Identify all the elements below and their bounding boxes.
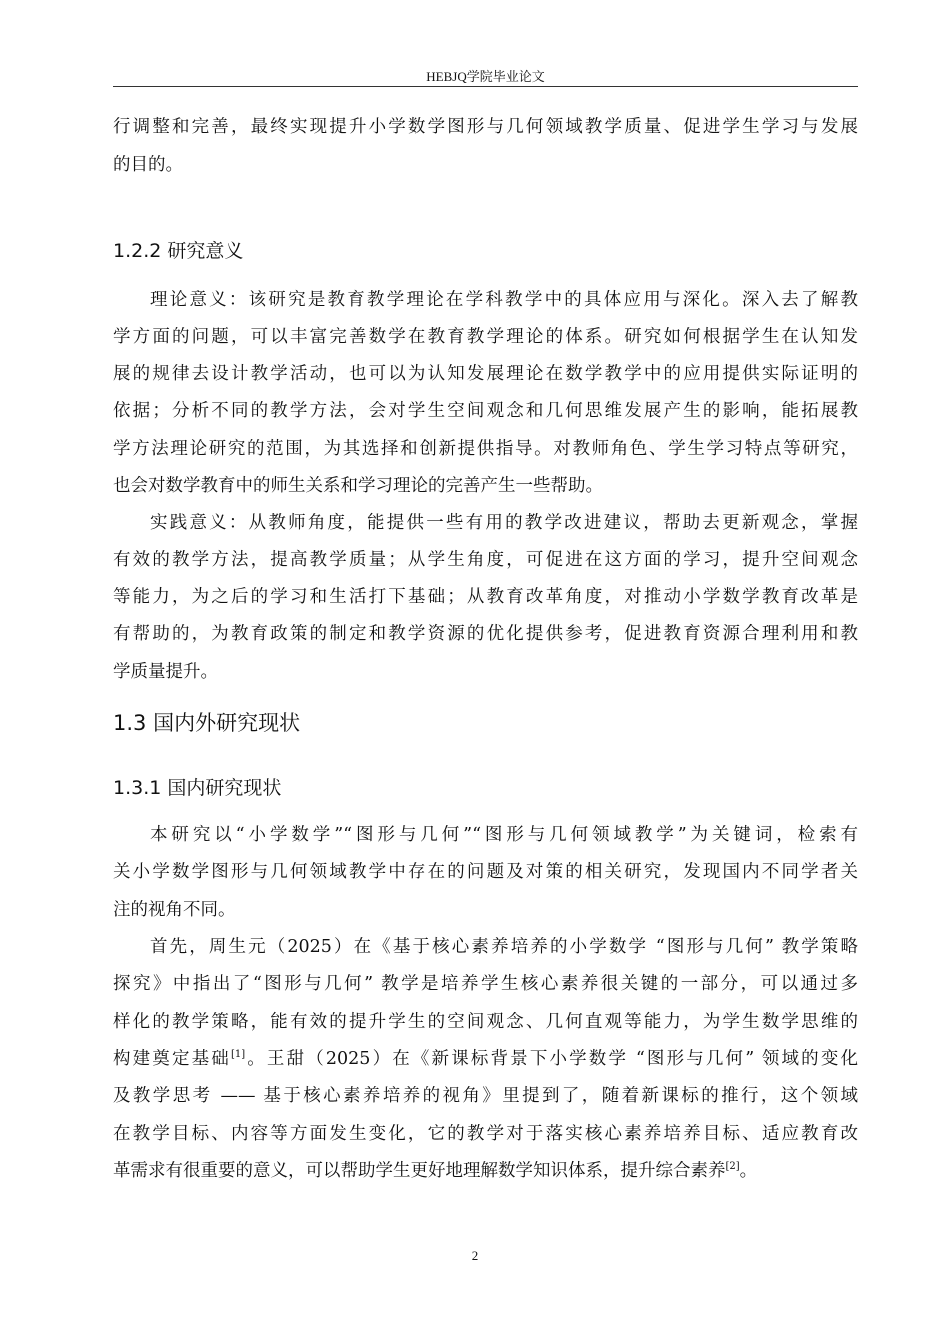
text-line: 实践意义：从教师角度，能提供一些有用的教学改进建议，帮助去更新观念，掌握: [150, 513, 858, 533]
text-run: 革需求有很重要的意义，可以帮助学生更好地理解数学知识体系，提升综合素养: [113, 1161, 726, 1181]
text-line: 也会对数学教育中的师生关系和学习理论的完善产生一些帮助。: [113, 476, 603, 496]
text-line: 学质量提升。: [113, 662, 218, 682]
text-line: 理论意义：该研究是教育教学理论在学科教学中的具体应用与深化。深入去了解教: [150, 290, 858, 310]
text-line: 等能力，为之后的学习和生活打下基础；从教育改革角度，对推动小学数学教育改革是: [113, 587, 858, 607]
text-line: 学方面的问题，可以丰富完善数学在教育教学理论的体系。研究如何根据学生在认知发: [113, 327, 858, 347]
text-run: 构建奠定基础: [113, 1049, 231, 1069]
text-line: 有帮助的，为教育政策的制定和教学资源的优化提供参考，促进教育资源合理利用和教: [113, 624, 858, 644]
header-rule: [113, 86, 858, 87]
text-line: 的目的。: [113, 155, 183, 175]
page-number: 2: [471, 1248, 479, 1263]
section-heading-1-3: 1.3 国内外研究现状: [113, 711, 301, 735]
text-line: 首先，周生元（2025）在《基于核心素养培养的小学数学 “图形与几何” 教学策略: [150, 937, 858, 957]
text-line: 在教学目标、内容等方面发生变化，它的教学对于落实核心素养培养目标、适应教育改: [113, 1124, 858, 1144]
section-heading-1-3-1: 1.3.1 国内研究现状: [113, 777, 282, 799]
text-line: 行调整和完善，最终实现提升小学数学图形与几何领域教学质量、促进学生学习与发展: [113, 117, 858, 137]
text-line: 展的规律去设计教学活动，也可以为认知发展理论在数学教学中的应用提供实际证明的: [113, 364, 858, 384]
text-run: 。王甜（2025）在《新课标背景下小学数学 “图形与几何” 领域的变化: [245, 1049, 858, 1069]
text-line: 探究》中指出了“图形与几何” 教学是培养学生核心素养很关键的一部分，可以通过多: [113, 974, 858, 994]
text-line: [113, 1160, 858, 1182]
text-line: 有效的教学方法，提高教学质量；从学生角度，可促进在这方面的学习，提升空间观念: [113, 550, 858, 570]
text-line: 本研究以“小学数学”“图形与几何”“图形与几何领域教学”为关键词，检索有: [150, 825, 858, 845]
text-line: 关小学数学图形与几何领域教学中存在的问题及对策的相关研究，发现国内不同学者关: [113, 862, 858, 882]
citation-2[interactable]: [2]: [725, 1161, 740, 1172]
text-run: 。: [739, 1161, 758, 1181]
text-line: 样化的教学策略，能有效的提升学生的空间观念、几何直观等能力，为学生数学思维的: [113, 1012, 858, 1032]
section-heading-1-2-2: 1.2.2 研究意义: [113, 240, 244, 262]
text-line: [113, 1048, 858, 1070]
text-line: 学方法理论研究的范围，为其选择和创新提供指导。对教师角色、学生学习特点等研究，: [113, 439, 858, 459]
text-line: 及教学思考 —— 基于核心素养培养的视角》里提到了，随着新课标的推行，这个领域: [113, 1086, 858, 1106]
text-line: 注的视角不同。: [113, 900, 236, 920]
running-header: HEBJQ学院毕业论文: [426, 69, 545, 84]
text-line: 依据；分析不同的教学方法，会对学生空间观念和几何思维发展产生的影响，能拓展教: [113, 401, 858, 421]
citation-1[interactable]: [1]: [230, 1049, 246, 1060]
